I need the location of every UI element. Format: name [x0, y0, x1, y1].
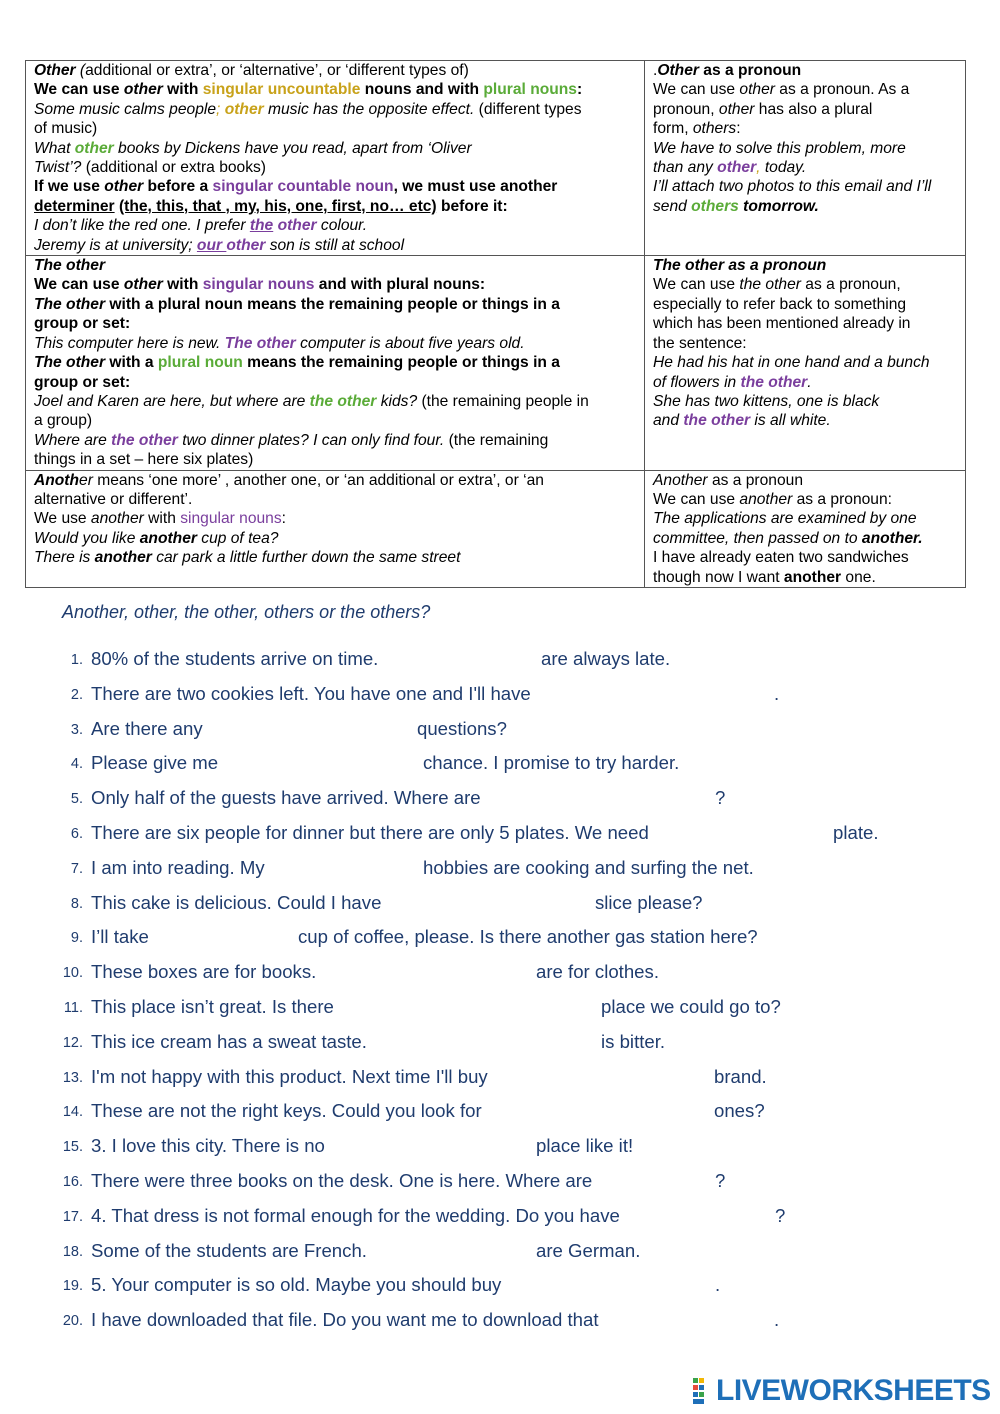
text-run: If we use	[34, 178, 105, 196]
text-line	[653, 568, 957, 587]
text-run: a group)	[34, 412, 93, 430]
text-run: .	[807, 373, 812, 391]
text-run: The applications are examined by one	[653, 510, 917, 528]
text-line	[653, 334, 957, 353]
text-line	[653, 197, 957, 216]
text-run: is all white.	[750, 412, 831, 430]
row-another	[26, 470, 966, 587]
text-run: another	[94, 549, 152, 567]
text-line	[653, 392, 957, 411]
answer-blank-input[interactable]	[395, 1031, 599, 1057]
answer-blank-input[interactable]	[235, 752, 419, 778]
text-line	[34, 256, 636, 275]
text-run: as a pronoun:	[792, 490, 892, 508]
exercise-item	[0, 1031, 1000, 1066]
text-line	[34, 373, 636, 392]
text-line	[653, 490, 957, 509]
text-run: with	[162, 276, 203, 294]
text-run: She has two kittens, one is black	[653, 392, 880, 410]
text-run: Jeremy is at university;	[34, 236, 197, 254]
exercise-number: 20.	[62, 1313, 83, 1330]
exercise-text: .	[715, 1274, 721, 1296]
text-run: another	[90, 510, 144, 528]
text-run: singular uncountable	[202, 81, 361, 99]
exercise-number: 16.	[62, 1173, 83, 1190]
answer-blank-input[interactable]	[418, 892, 592, 918]
exercise-item	[0, 1100, 1000, 1135]
exercise-number: 4.	[70, 756, 83, 773]
answer-blank-input[interactable]	[640, 1170, 714, 1196]
answer-blank-input[interactable]	[584, 683, 768, 709]
exercise-text: I am into reading. My	[91, 856, 265, 878]
text-run: I don’t like the red one. I prefer	[34, 217, 250, 235]
text-run: alternative or different’.	[34, 490, 193, 508]
answer-blank-input[interactable]	[353, 1135, 532, 1161]
other-pronoun-cell	[645, 61, 966, 256]
text-run: I’ll attach two photos to this email and I’ll	[653, 178, 932, 196]
exercise-text: I’ll take	[91, 926, 149, 948]
text-run: other	[74, 139, 114, 157]
text-run: another.	[861, 529, 923, 547]
text-run: (the remaining	[444, 431, 549, 449]
text-run: computer is about five years old.	[295, 334, 525, 352]
exercise-number: 18.	[62, 1243, 83, 1260]
exercise-text: brand.	[714, 1065, 767, 1087]
text-run: than any	[653, 159, 718, 177]
text-line	[34, 548, 636, 567]
text-line	[653, 119, 957, 138]
text-run: We use	[34, 510, 91, 528]
text-run: has also a plural	[754, 100, 873, 118]
text-line	[653, 177, 957, 196]
text-run: as a pronoun,	[800, 276, 901, 294]
text-run: additional or extra’, or ‘alternative’, or ‘different types of)	[85, 62, 469, 79]
exercise-text: hobbies are cooking and surfing the net.	[423, 856, 754, 878]
text-run: with	[143, 510, 181, 528]
text-run: though now I want	[653, 568, 784, 586]
exercise-number: 19.	[62, 1278, 83, 1295]
exercise-text: ?	[715, 1169, 726, 1191]
text-run: nouns and with	[360, 81, 484, 99]
text-line	[34, 197, 636, 216]
text-line	[653, 314, 957, 333]
the-other-pronoun-cell	[645, 256, 966, 470]
exercise-item	[0, 1240, 1000, 1275]
text-run: other	[277, 217, 317, 235]
exercise-number: 7.	[70, 860, 83, 877]
exercise-text: Some of the students are French.	[91, 1239, 367, 1261]
text-run: our	[196, 236, 227, 254]
text-run: one.	[841, 568, 876, 586]
text-line	[34, 80, 636, 99]
text-line	[34, 411, 636, 430]
exercise-text: is bitter.	[601, 1030, 666, 1052]
text-run: means ‘one more’ , another one, or ‘an additional or extra’, or ‘an	[92, 471, 544, 489]
text-line	[653, 411, 957, 430]
text-run: and	[653, 412, 684, 430]
text-run: What	[34, 139, 75, 157]
the-other-usage-cell	[26, 256, 645, 470]
text-run: means the remaining people or things in a	[242, 354, 560, 372]
exercise-number: 13.	[62, 1069, 83, 1086]
exercise-item	[0, 648, 1000, 683]
text-run: He had his hat in one hand and a bunch	[653, 354, 930, 372]
logo-icon	[692, 1376, 714, 1406]
text-run: another	[783, 568, 842, 586]
exercise-text: I'm not happy with this product. Next time I'll buy	[91, 1065, 488, 1087]
text-run: other	[123, 276, 163, 294]
text-line	[34, 139, 636, 158]
another-usage-cell	[26, 470, 645, 587]
text-run: I have already eaten two sandwiches	[653, 549, 909, 567]
text-run: other	[224, 100, 264, 118]
text-run: We can use	[34, 81, 124, 99]
text-line	[34, 509, 636, 528]
text-run: before a	[143, 178, 213, 196]
exercise-text: slice please?	[595, 891, 703, 913]
exercise-item	[0, 1135, 1000, 1170]
answer-blank-input[interactable]	[703, 822, 827, 848]
text-run: and with plural nouns:	[314, 276, 486, 294]
text-run: This computer here is new.	[34, 334, 225, 352]
text-run: (different types	[474, 100, 582, 118]
exercise-text: This ice cream has a sweat taste.	[91, 1030, 367, 1052]
text-run: other	[739, 81, 775, 99]
text-line	[34, 334, 636, 353]
exercise-number: 3.	[70, 721, 83, 738]
answer-blank-input[interactable]	[342, 961, 531, 987]
exercise-text: cup of coffee, please. Is there another gas station here?	[298, 926, 758, 948]
exercise-text: questions?	[417, 717, 507, 739]
text-run: There is	[34, 549, 95, 567]
exercise-item	[0, 1205, 1000, 1240]
text-run: :	[576, 81, 583, 99]
text-line	[653, 80, 957, 99]
text-run: singular nouns	[202, 276, 315, 294]
text-run: of flowers in	[653, 373, 741, 391]
exercise-text: are for clothes.	[536, 961, 659, 983]
text-run: determiner	[34, 197, 115, 215]
exercise-text: I have downloaded that file. Do you want me to download that	[91, 1309, 599, 1331]
liveworksheets-logo	[692, 1373, 991, 1409]
exercise-text: .	[774, 682, 780, 704]
text-line	[34, 158, 636, 177]
exercise-text: There were three books on the desk. One is here. Where are	[91, 1169, 593, 1191]
text-line	[34, 353, 636, 372]
text-run: pronoun,	[653, 100, 719, 118]
exercise-text: are always late.	[541, 648, 671, 669]
text-run: (the, this, that , my, his, one, first, no… etc)	[118, 197, 437, 215]
text-run: Twist’?	[34, 159, 82, 177]
exercise-text: Please give me	[91, 752, 219, 774]
text-run: We can use	[34, 276, 124, 294]
exercise-text: This place isn’t great. Is there	[91, 995, 334, 1017]
text-run: We can use	[653, 490, 740, 508]
text-run: Another	[653, 471, 708, 489]
exercise-item	[0, 718, 1000, 753]
text-run: today.	[760, 159, 807, 177]
exercise-text: There are two cookies left. You have one and I'll have	[91, 682, 531, 704]
text-run: We can use	[653, 276, 740, 294]
text-line	[34, 216, 636, 235]
exercise-item	[0, 1066, 1000, 1101]
text-run: , we must use another	[393, 178, 558, 196]
text-run: with a plural noun means the remaining people or things in a	[105, 295, 560, 313]
exercise-list	[0, 648, 1000, 1344]
exercise-text: There are six people for dinner but there are only 5 plates. We need	[91, 821, 649, 843]
text-line	[34, 119, 636, 138]
answer-blank-input[interactable]	[362, 996, 596, 1022]
answer-blank-input[interactable]	[397, 1240, 531, 1266]
text-run: group or set:	[34, 373, 131, 391]
text-line	[34, 61, 636, 80]
text-run: with a	[105, 354, 158, 372]
text-line	[653, 295, 957, 314]
text-line	[653, 509, 957, 528]
text-run: (additional or extra books)	[81, 159, 266, 177]
exercise-item	[0, 996, 1000, 1031]
text-run: plural nouns	[483, 81, 577, 99]
exercise-text: plate.	[833, 821, 879, 843]
exercise-item	[0, 926, 1000, 961]
text-line	[34, 100, 636, 119]
exercise-number: 10.	[62, 965, 83, 982]
answer-blank-input[interactable]	[413, 648, 537, 674]
logo-text: LIVEWORKSHEETS	[716, 1374, 991, 1407]
text-run: plural noun	[157, 354, 243, 372]
text-run: group or set:	[34, 315, 131, 333]
text-line	[34, 236, 636, 255]
text-line	[34, 450, 636, 469]
text-run: cup of tea?	[196, 529, 279, 547]
exercise-text: ?	[775, 1204, 786, 1226]
text-line	[34, 295, 636, 314]
text-run: The other	[34, 295, 106, 313]
exercise-text: .	[774, 1309, 780, 1331]
exercise-text: place we could go to?	[601, 995, 781, 1017]
text-line	[653, 471, 957, 490]
text-line	[34, 275, 636, 294]
text-run: of music)	[34, 120, 98, 138]
text-run: other	[123, 81, 163, 99]
text-run: especially to refer back to something	[653, 295, 907, 313]
text-run: (the remaining people in	[417, 392, 589, 410]
text-line	[653, 61, 957, 80]
exercise-text: These boxes are for books.	[91, 961, 317, 983]
exercise-text: 80% of the students arrive on time.	[91, 648, 379, 669]
text-line	[653, 529, 957, 548]
text-run: tomorrow.	[738, 197, 819, 215]
exercise-text: 5. Your computer is so old. Maybe you should buy	[91, 1274, 502, 1296]
text-run: the other	[111, 431, 178, 449]
grammar-table	[25, 60, 966, 588]
text-run: Some music calms people	[34, 100, 217, 118]
text-run: the other	[683, 412, 751, 430]
text-run: the	[249, 217, 274, 235]
exercise-text: ones?	[714, 1100, 765, 1122]
text-run: as a pronoun. As a	[774, 81, 910, 99]
exercise-number: 6.	[70, 825, 83, 842]
answer-blank-input[interactable]	[286, 857, 420, 883]
text-run: things in a set – here six plates)	[34, 451, 254, 469]
text-run: the other	[309, 392, 377, 410]
answer-blank-input[interactable]	[648, 1309, 772, 1335]
text-line	[653, 100, 957, 119]
text-run: the sentence:	[653, 334, 747, 352]
exercise-item	[0, 1309, 1000, 1344]
exercise-text: These are not the right keys. Could you look for	[91, 1100, 482, 1122]
exercise-number: 8.	[70, 895, 83, 912]
text-line	[34, 314, 636, 333]
text-line	[653, 548, 957, 567]
answer-blank-input[interactable]	[533, 1066, 712, 1092]
exercise-number: 2.	[70, 686, 83, 703]
text-run: singular nouns	[180, 510, 282, 528]
text-run: music has the opposite effect.	[263, 100, 475, 118]
text-run: car park a little further down the same street	[151, 549, 461, 567]
text-run: form,	[653, 120, 693, 138]
text-line	[653, 158, 957, 177]
exercise-text: This cake is delicious. Could I have	[91, 891, 382, 913]
exercise-item	[0, 857, 1000, 892]
exercise-item	[0, 1170, 1000, 1205]
answer-blank-input[interactable]	[544, 1274, 713, 1300]
text-run: Where are	[34, 431, 112, 449]
exercise-number: 15.	[62, 1139, 83, 1156]
text-run: colour.	[316, 217, 368, 235]
text-run: with	[162, 81, 203, 99]
text-run: ;	[216, 100, 221, 118]
answer-blank-input[interactable]	[671, 1205, 775, 1231]
exercise-instruction: Another, other, the other, others or the others?	[62, 602, 431, 622]
text-line	[34, 392, 636, 411]
exercise-text: Only half of the guests have arrived. Where are	[91, 787, 481, 809]
exercise-number: 1.	[70, 652, 83, 668]
text-run: ,	[756, 159, 761, 177]
exercise-text: chance. I promise to try harder.	[423, 752, 680, 774]
text-run: Other	[657, 62, 699, 79]
exercise-number: 5.	[70, 791, 83, 808]
text-run: other	[104, 178, 144, 196]
text-run: We have to solve this problem, more	[653, 139, 906, 157]
text-line	[34, 431, 636, 450]
other-usage-cell	[26, 61, 645, 256]
text-run: (	[75, 62, 86, 79]
text-run: others	[692, 120, 737, 138]
text-run: Joel and Karen are here, but where are	[34, 392, 310, 410]
text-line	[653, 353, 957, 372]
text-run: two dinner plates? I can only find four.	[177, 431, 445, 449]
text-run: :	[736, 120, 741, 138]
text-run: Other	[34, 62, 76, 79]
text-run: other	[226, 236, 266, 254]
row-the-other	[26, 256, 966, 470]
text-run: The other as a pronoun	[653, 257, 827, 275]
text-run: others	[691, 197, 739, 215]
text-run: another	[139, 529, 197, 547]
exercise-text: place like it!	[536, 1135, 634, 1157]
text-run: another	[739, 490, 793, 508]
text-run: the other	[740, 373, 808, 391]
exercise-number: 12.	[62, 1034, 83, 1051]
text-line	[34, 490, 636, 509]
text-run: send	[653, 197, 692, 215]
exercise-number: 11.	[63, 999, 83, 1016]
text-run: kids?	[376, 392, 418, 410]
exercise-text: 4. That dress is not formal enough for the wedding. Do you have	[91, 1204, 620, 1226]
text-line	[34, 529, 636, 548]
text-line	[653, 275, 957, 294]
exercise-text: 3. I love this city. There is no	[91, 1135, 325, 1157]
exercise-text: Are there any	[91, 717, 203, 739]
answer-blank-input[interactable]	[521, 1100, 710, 1126]
text-line	[653, 256, 957, 275]
text-line	[653, 373, 957, 392]
exercise-number: 14.	[62, 1104, 83, 1121]
text-run: committee, then passed on to	[653, 529, 862, 547]
row-other	[26, 61, 966, 256]
exercise-item	[0, 683, 1000, 718]
text-run: son is still at school	[265, 236, 405, 254]
text-run: .	[653, 62, 658, 79]
text-run: Would you like	[34, 529, 140, 547]
exercise-item	[0, 961, 1000, 996]
text-run: the other	[739, 276, 801, 294]
text-run: We can use	[653, 81, 740, 99]
text-run: singular countable noun	[212, 178, 394, 196]
exercise-item	[0, 787, 1000, 822]
text-line	[34, 471, 636, 490]
text-run: before it:	[436, 197, 508, 215]
text-run: other	[717, 159, 757, 177]
text-run: other	[718, 100, 755, 118]
text-run: :	[281, 510, 286, 528]
exercise-item	[0, 822, 1000, 857]
text-run: The other	[34, 354, 106, 372]
text-run: The other	[34, 257, 106, 275]
exercise-item	[0, 1274, 1000, 1309]
text-run: as a pronoun	[698, 62, 802, 79]
exercise-number: 9.	[70, 930, 83, 947]
text-run: Anoth	[34, 471, 80, 489]
answer-blank-input[interactable]	[218, 718, 412, 744]
text-run: as a pronoun	[707, 471, 803, 489]
text-line	[653, 139, 957, 158]
exercise-item	[0, 892, 1000, 927]
another-pronoun-cell	[645, 470, 966, 587]
text-line	[34, 177, 636, 196]
exercise-number: 17.	[62, 1208, 83, 1225]
text-run: The other	[224, 334, 296, 352]
answer-blank-input[interactable]	[160, 926, 294, 952]
exercise-text: are German.	[536, 1239, 641, 1261]
exercise-text: ?	[715, 787, 726, 809]
text-run: which has been mentioned already in	[653, 315, 911, 333]
text-run: books by Dickens have you read, apart from ‘Oliver	[113, 139, 472, 157]
text-run: er	[79, 471, 93, 489]
answer-blank-input[interactable]	[527, 787, 711, 813]
exercise-item	[0, 752, 1000, 787]
